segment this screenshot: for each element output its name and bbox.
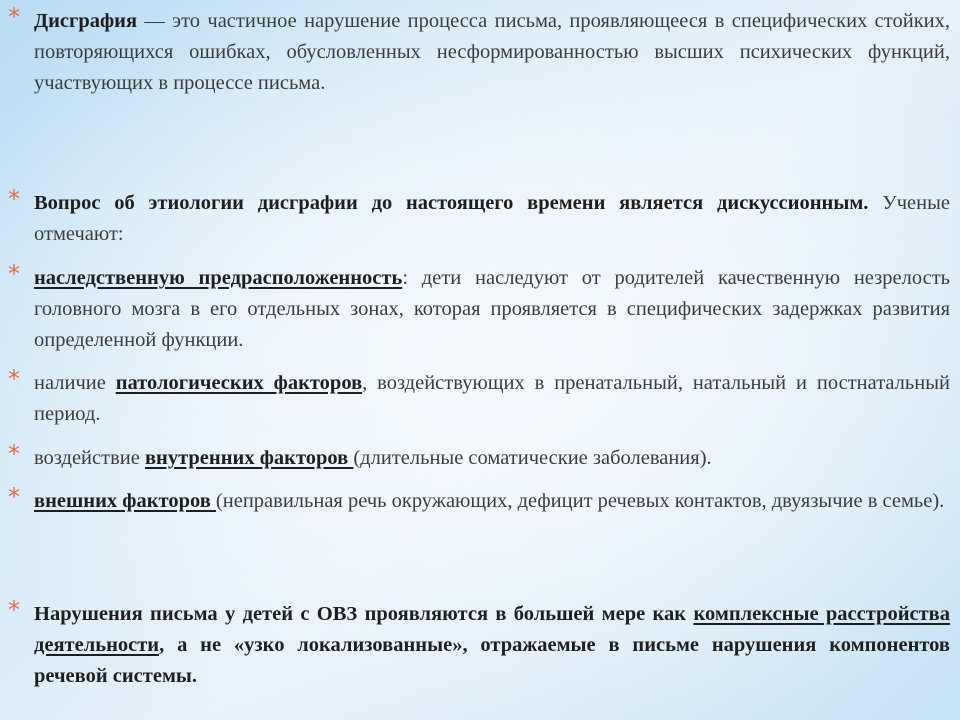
pathological-term: патологических факторов (115, 372, 363, 394)
pathological-text: , воздействующих в пренатальный, натальный и постнатальный период. (34, 372, 950, 425)
internal-prefix: воздействие (34, 447, 145, 469)
bullet-etiology-question (8, 185, 950, 250)
bullet-star-icon: * (8, 365, 20, 393)
pathological-prefix: наличие (34, 372, 116, 394)
etiology-bold-text: Вопрос об этиологии дисграфии до настоящего времени является дискуссионным. (34, 192, 869, 214)
internal-text: (длительные соматические заболевания). (353, 447, 712, 469)
bullet-star-icon: * (8, 440, 20, 468)
heredity-text: : дети наследуют от родителей качественную незрелость головного мозга в его отдельных зонах, которая проявляется в специфических задержках развития определенной функции. (34, 267, 950, 351)
bullet-text (34, 6, 950, 99)
external-term: внешних факторов (34, 490, 216, 512)
external-text: (неправильная речь окружающих, дефицит речевых контактов, двуязычие в семье). (215, 490, 945, 512)
conclusion-term: комплексные расстройства деятельности (34, 603, 951, 656)
bullet-pathological-factors (8, 365, 950, 430)
definition-text: — это частичное нарушение процесса письма, проявляющееся в специфических стойких, повторяющихся ошибках, обусловленных несформированностью высших психических функций, участвующих в процессе письма. (34, 10, 950, 94)
bullet-ovz-conclusion (8, 596, 951, 692)
bullet-text (34, 368, 950, 430)
internal-term: внутренних факторов (144, 447, 354, 469)
heredity-term: наследственную предрасположенность (34, 267, 403, 289)
etiology-text: Ученые отмечают: (34, 192, 950, 245)
bullet-definition (8, 3, 950, 99)
bullet-star-icon: * (8, 3, 20, 31)
bullet-star-icon: * (8, 185, 20, 213)
bullet-heredity (8, 260, 950, 356)
bullet-external-factors (8, 483, 950, 517)
bullet-text (34, 263, 950, 356)
bullet-text (34, 599, 950, 692)
bullet-star-icon: * (8, 483, 20, 511)
bullet-star-icon: * (8, 260, 20, 288)
conclusion-bold-a: Нарушения письма у детей с ОВЗ проявляются в большей мере как (34, 603, 694, 625)
term-dysgraphia: Дисграфия (34, 10, 138, 32)
bullet-text (34, 443, 950, 474)
bullet-star-icon: * (8, 596, 20, 624)
bullet-text (34, 486, 950, 517)
bullet-internal-factors (8, 440, 950, 474)
conclusion-bold-b: , а не «узко локализованные», отражаемые в письме нарушения компонентов речевой системы. (34, 634, 950, 687)
bullet-text (34, 188, 950, 250)
